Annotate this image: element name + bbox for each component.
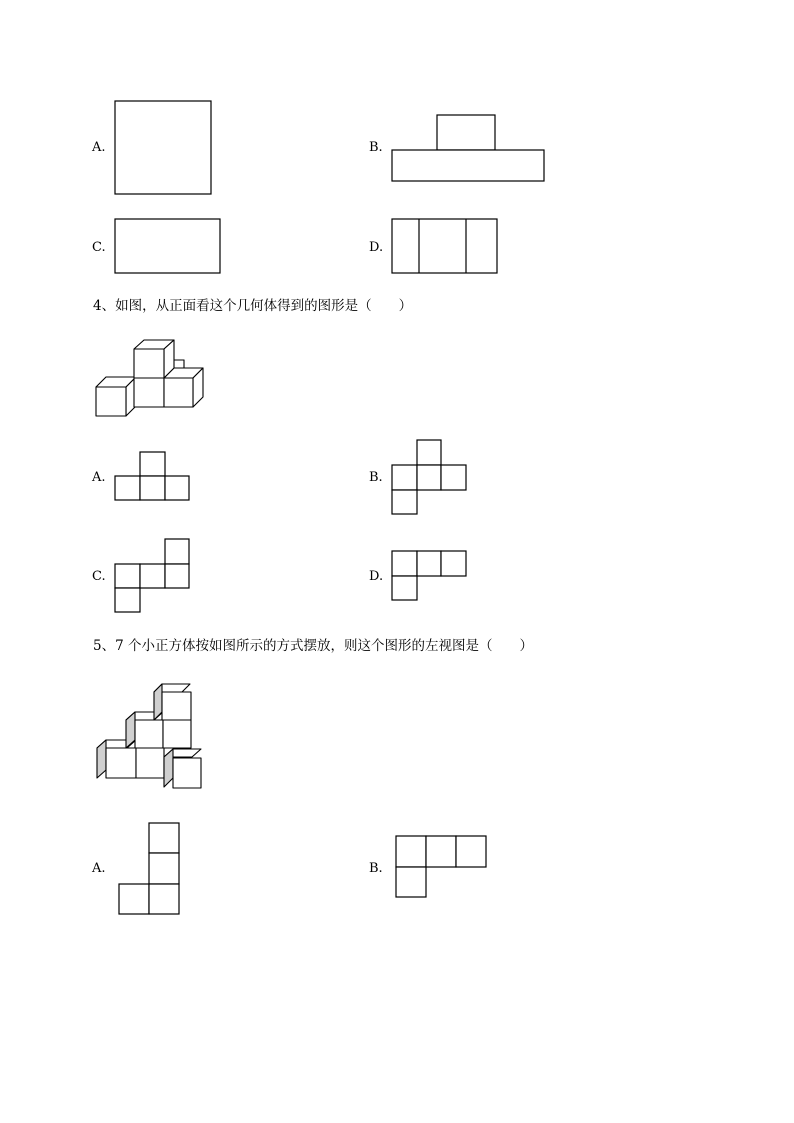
q5-option-a-figure <box>119 823 179 914</box>
q4-option-c-label: C. <box>92 569 106 584</box>
q3-option-d-label: D. <box>369 240 384 255</box>
q4-option-d-label: D. <box>369 569 384 584</box>
q3-option-b-label: B. <box>369 140 383 155</box>
q4-option-b-figure <box>392 440 466 514</box>
q4-cube-solid-figure <box>96 340 203 416</box>
q3-option-a-figure <box>115 101 211 194</box>
q5-option-b-figure <box>396 836 486 897</box>
q5-option-b-label: B. <box>369 861 383 876</box>
q4-option-b-label: B. <box>369 470 383 485</box>
q3-option-b-figure <box>392 115 544 181</box>
question-5-text: 5、7 个小正方体按如图所示的方式摆放，则这个图形的左视图是（ ） <box>93 638 533 654</box>
q4-option-a-figure <box>115 452 189 500</box>
q3-option-c-label: C. <box>92 240 106 255</box>
q3-option-a-label: A. <box>92 140 106 155</box>
q4-option-c-figure <box>115 539 189 612</box>
q4-option-a-label: A. <box>92 470 106 485</box>
q4-option-d-figure <box>392 551 466 600</box>
q5-option-a-label: A. <box>92 861 106 876</box>
q5-cube-stack-figure <box>97 684 201 788</box>
q3-option-d-figure <box>392 219 497 273</box>
question-4-text: 4、如图，从正面看这个几何体得到的图形是（ ） <box>93 298 413 314</box>
q3-option-c-figure <box>115 219 220 273</box>
